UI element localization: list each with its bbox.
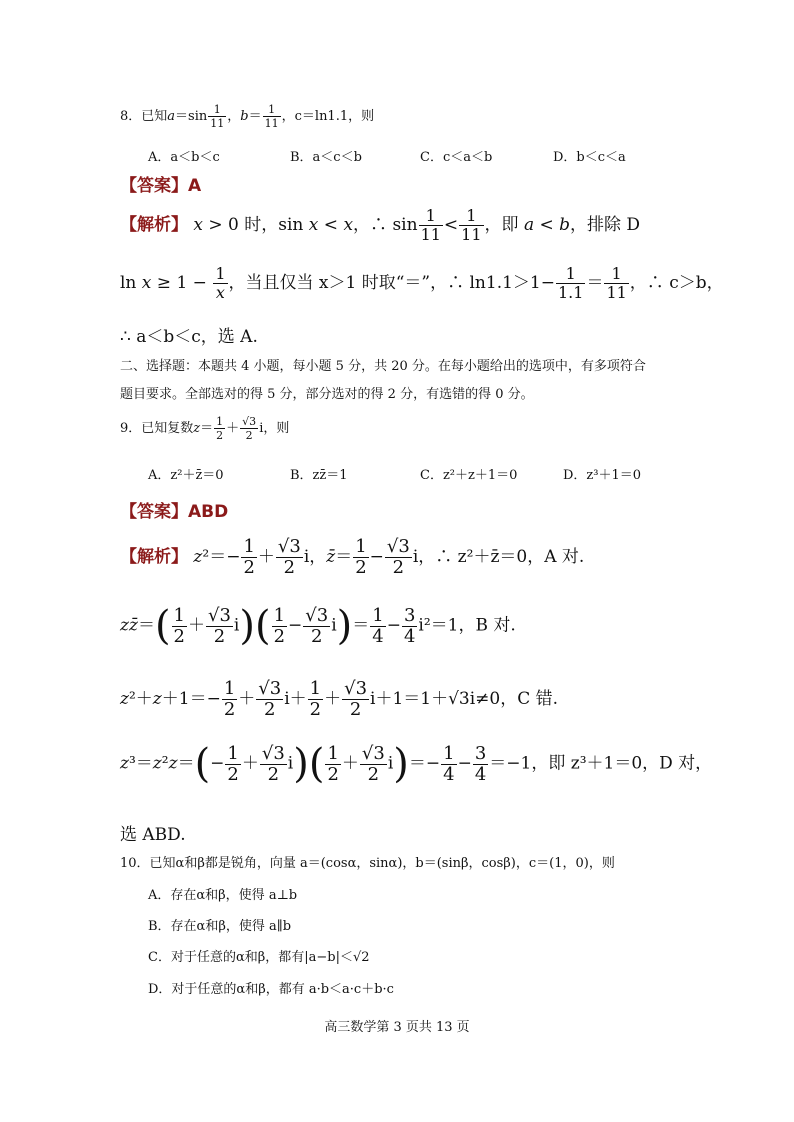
q9-answer: 【答案】ABD — [120, 502, 229, 522]
section2-line2: 题目要求。全部选对的得 5 分，部分选对的得 2 分，有选错的得 0 分。 — [120, 387, 534, 402]
q9-analysis-line4: z³＝z²z＝(− $\frac{1}{2}$ ＋ $\frac{√3}{2}$ i)( $\frac{1}{2}$ ＋ $\frac{√3}{2}$ i)＝− $\frac{1}{4}$ − $\frac{3}{4}$ ＝−1，即 z³＋1＝0，D 对， — [120, 741, 713, 787]
q10-option-d: D．对于任意的α和β，都有 a·b＜a·c＋b·c — [148, 982, 394, 997]
q8-analysis-line2: ln x ≥ 1 − $\frac{1}{x}$ ，当且仅当 x＞1 时取“＝”，∴ ln1.1＞1− $\frac{1}{1.1}$ ＝ $\frac{1}{11}$ ，∴ c＞b， — [120, 264, 724, 302]
q8-option-c: C．c＜a＜b — [420, 150, 493, 165]
page-footer: 高三数学第 3 页共 13 页 — [324, 1020, 470, 1035]
q8-option-b: B．a＜c＜b — [290, 150, 362, 165]
q9-option-b: B．zz̄＝1 — [290, 468, 348, 483]
q8-analysis-line1: 【解析】 x > 0 时，sin x < x，∴ sin $\frac{1}{11}$ < $\frac{1}{11}$ ，即 a < b，排除 D — [120, 206, 641, 244]
q10-option-c: C．对于任意的α和β，都有|a−b|＜√2 — [148, 950, 370, 965]
section2-line1: 二、选择题：本题共 4 小题，每小题 5 分，共 20 分。在每小题给出的选项中，有多项符合 — [120, 359, 646, 374]
q9-analysis-line1: 【解析】 z²＝− $\frac{1}{2}$ ＋ $\frac{√3}{2}$ i，z̄＝ $\frac{1}{2}$ − $\frac{√3}{2}$ i，∴ z²＋z̄＝0，A 对. — [120, 536, 585, 578]
q8-option-d: D．b＜c＜a — [553, 150, 626, 165]
q9-option-a: A．z²＋z̄＝0 — [148, 468, 224, 483]
q10-option-a: A．存在α和β，使得 a⊥b — [148, 888, 298, 903]
q9-option-d: D．z³＋1＝0 — [563, 468, 642, 483]
q8-stem: 8．已知a＝sin $\frac{1}{11}$ ，b＝ $\frac{1}{11}$ ，c＝ln1.1，则 — [120, 103, 375, 130]
q8-analysis-line3: ∴ a＜b＜c，选 A. — [120, 327, 258, 347]
q9-analysis-line3: z²＋z＋1＝− $\frac{1}{2}$ ＋ $\frac{√3}{2}$ i＋ $\frac{1}{2}$ ＋ $\frac{√3}{2}$ i＋1＝1＋√3i≠0，C 错. — [120, 678, 559, 720]
q10-option-b: B．存在α和β，使得 a∥b — [148, 919, 292, 934]
q9-option-c: C．z²＋z＋1＝0 — [420, 468, 518, 483]
q9-analysis-line2: zz̄＝( $\frac{1}{2}$ ＋ $\frac{√3}{2}$ i)( $\frac{1}{2}$ − $\frac{√3}{2}$ i)＝ $\frac{1}{4}$ − $\frac{3}{4}$ i²＝1，B 对. — [120, 603, 516, 649]
q10-stem: 10．已知α和β都是锐角，向量 a＝(cosα，sinα)，b＝(sinβ，cosβ)，c＝(1，0)，则 — [120, 856, 615, 871]
q9-stem: 9．已知复数z＝ $\frac{1}{2}$ ＋ $\frac{√3}{2}$ i，则 — [120, 415, 290, 442]
q9-analysis-line5: 选 ABD. — [120, 825, 186, 845]
q8-option-a: A．a＜b＜c — [148, 150, 220, 165]
q8-answer: 【答案】A — [120, 176, 202, 196]
